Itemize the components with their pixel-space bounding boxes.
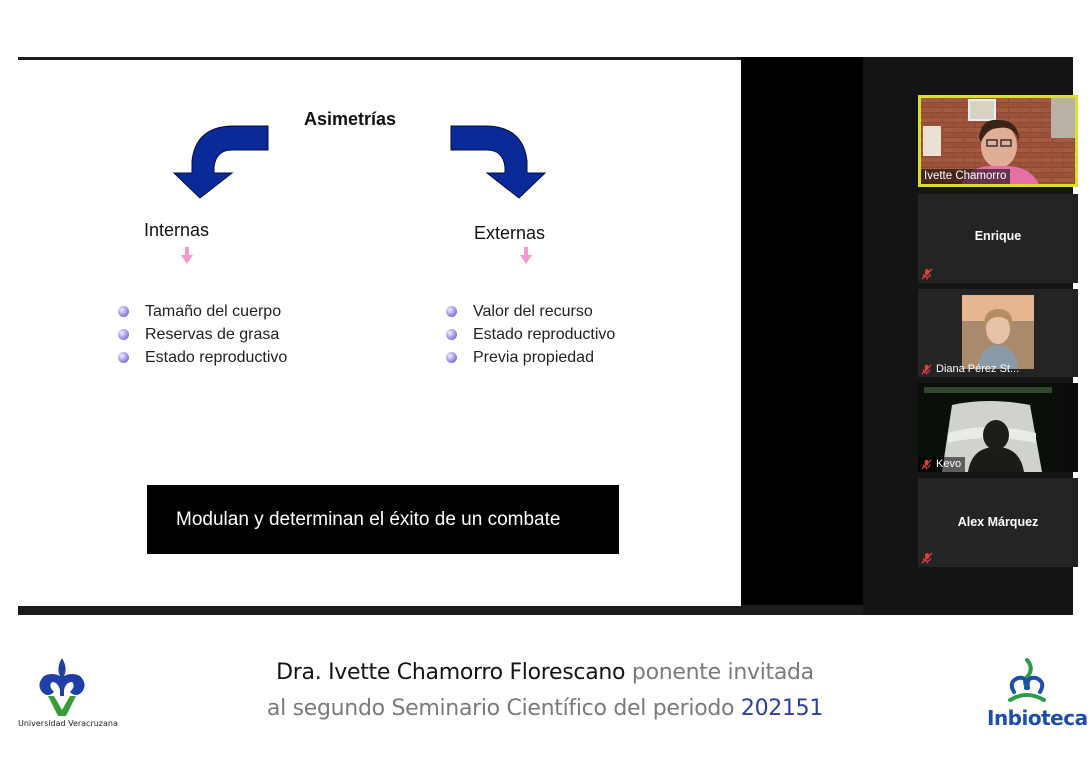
list-item: Tamaño del cuerpo (118, 300, 287, 323)
list-externas (446, 300, 615, 369)
microphone-muted-icon (921, 364, 932, 375)
bullet-icon (118, 329, 129, 340)
pink-down-arrow-icon (181, 247, 193, 264)
participant-tile-alex[interactable] (918, 478, 1078, 567)
share-letterbox (741, 57, 863, 605)
list-item: Reservas de grasa (118, 323, 287, 346)
speaker-name: Dra. Ivette Chamorro Florescano (276, 660, 626, 685)
universidad-veracruzana-logo-icon (36, 656, 88, 718)
logo-right-text: Inbioteca (987, 706, 1088, 730)
label-externas: Externas (474, 223, 546, 243)
callout-box: Modulan y determinan el éxito de un combate (147, 485, 619, 554)
list-item: Estado reproductivo (446, 323, 615, 346)
pink-down-arrow-icon (520, 247, 532, 264)
logo-left-text: Universidad Veracruzana (18, 719, 118, 728)
list-item: Previa propiedad (446, 346, 615, 369)
bullet-icon (118, 352, 129, 363)
meeting-window (18, 57, 1073, 615)
caption-period: 202151 (740, 696, 824, 721)
list-item: Estado reproductivo (118, 346, 287, 369)
label-internas: Internas (144, 220, 210, 240)
participant-name-label: Diana Pérez St... (918, 362, 1023, 377)
list-item: Valor del recurso (446, 300, 615, 323)
caption-line-2 (0, 696, 1090, 721)
caption-line-1 (0, 660, 1090, 685)
microphone-muted-icon (921, 552, 933, 564)
slide-title: Asimetrías (304, 109, 397, 129)
participant-name-label: Ivette Chamorro (921, 169, 1010, 184)
participant-tile-ivette[interactable] (918, 95, 1078, 187)
participant-tile-kevo[interactable] (918, 383, 1078, 472)
participant-tile-diana[interactable] (918, 289, 1078, 377)
caption-event: al segundo Seminario Científico del periodo (266, 696, 735, 721)
inbioteca-logo-icon (1004, 656, 1050, 706)
participant-name: Alex Márquez (957, 515, 1039, 529)
caption-role: ponente invitada (631, 660, 814, 685)
bullet-icon (446, 306, 457, 317)
shared-slide (18, 60, 741, 606)
curved-arrow-left-icon (170, 123, 270, 201)
participant-video (962, 295, 1034, 369)
participant-name-label: Kevo (918, 457, 965, 472)
bullet-icon (446, 329, 457, 340)
microphone-muted-icon (921, 459, 932, 470)
list-internas (118, 300, 287, 369)
participant-gallery[interactable] (863, 57, 1073, 615)
microphone-muted-icon (921, 268, 933, 280)
participant-name: Enrique (974, 229, 1022, 243)
participant-tile-enrique[interactable] (918, 194, 1078, 283)
bullet-icon (446, 352, 457, 363)
curved-arrow-right-icon (449, 123, 549, 201)
bullet-icon (118, 306, 129, 317)
